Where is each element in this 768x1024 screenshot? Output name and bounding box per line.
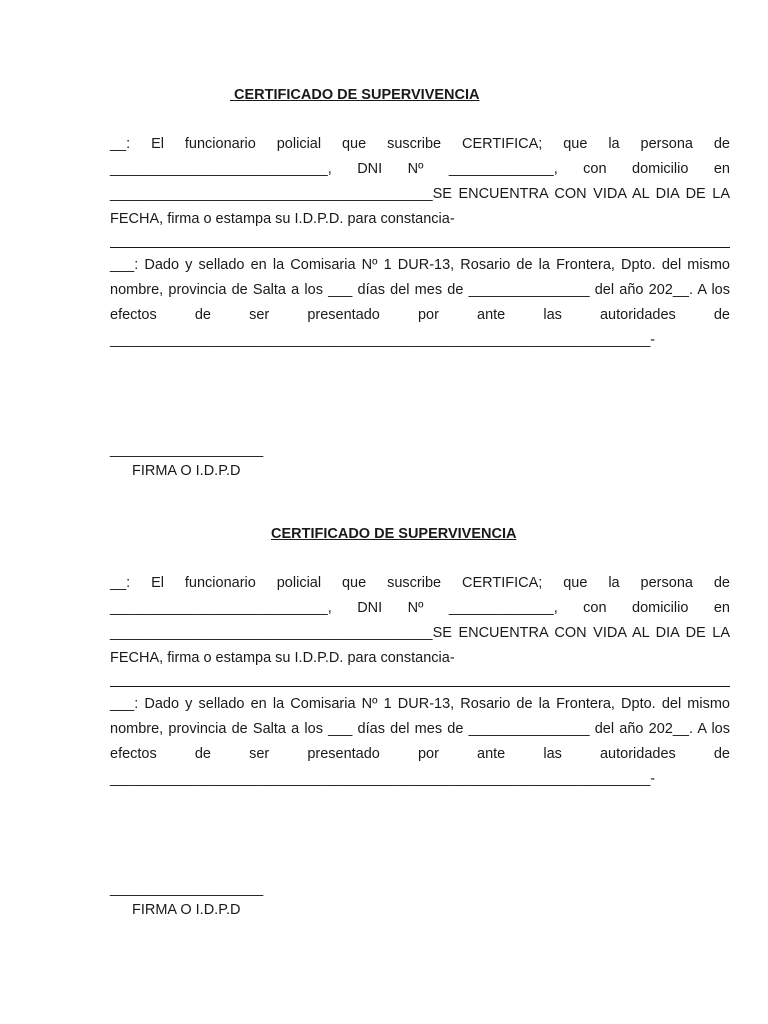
certificate-title: CERTIFICADO DE SUPERVIVENCIA [230, 87, 480, 103]
certificate-paragraph-2: ___: Dado y sellado en la Comisaria Nº 1 DUR-13, Rosario de la Frontera, Dpto. del mismo nombre, provincia de Salta a los ___ días del mes de _______________ del año 202__. A los efectos de ser presentado por ante las autoridades de ___________________________________________________________________- [110, 257, 730, 348]
signature-label: FIRMA O I.D.P.D [132, 902, 241, 918]
signature-line: ___________________ [110, 442, 264, 458]
certificate-paragraph-2: ___: Dado y sellado en la Comisaria Nº 1 DUR-13, Rosario de la Frontera, Dpto. del mismo nombre, provincia de Salta a los ___ días del mes de _______________ del año 202__. A los efectos de ser presentado por ante las autoridades de ___________________________________________________________________- [110, 696, 730, 787]
signature-label: FIRMA O I.D.P.D [132, 463, 241, 479]
certificate-bottom [110, 522, 730, 921]
signature-block [110, 440, 730, 482]
separator-line [110, 247, 730, 248]
certificate-title: CERTIFICADO DE SUPERVIVENCIA [271, 526, 517, 542]
signature-block [110, 879, 730, 921]
separator-line [110, 686, 730, 687]
certificate-top [110, 83, 730, 482]
signature-line: ___________________ [110, 881, 264, 897]
certificate-paragraph-1: __: El funcionario policial que suscribe CERTIFICA; que la persona de ___________________________, DNI Nº _____________, con domicilio en ________________________________________SE ENCUENTRA CON VIDA AL DIA DE LA FECHA, firma o estampa su I.D.P.D. para constancia- [110, 136, 730, 227]
certificate-paragraph-1: __: El funcionario policial que suscribe CERTIFICA; que la persona de ___________________________, DNI Nº _____________, con domicilio en ________________________________________SE ENCUENTRA CON VIDA AL DIA DE LA FECHA, firma o estampa su I.D.P.D. para constancia- [110, 575, 730, 666]
